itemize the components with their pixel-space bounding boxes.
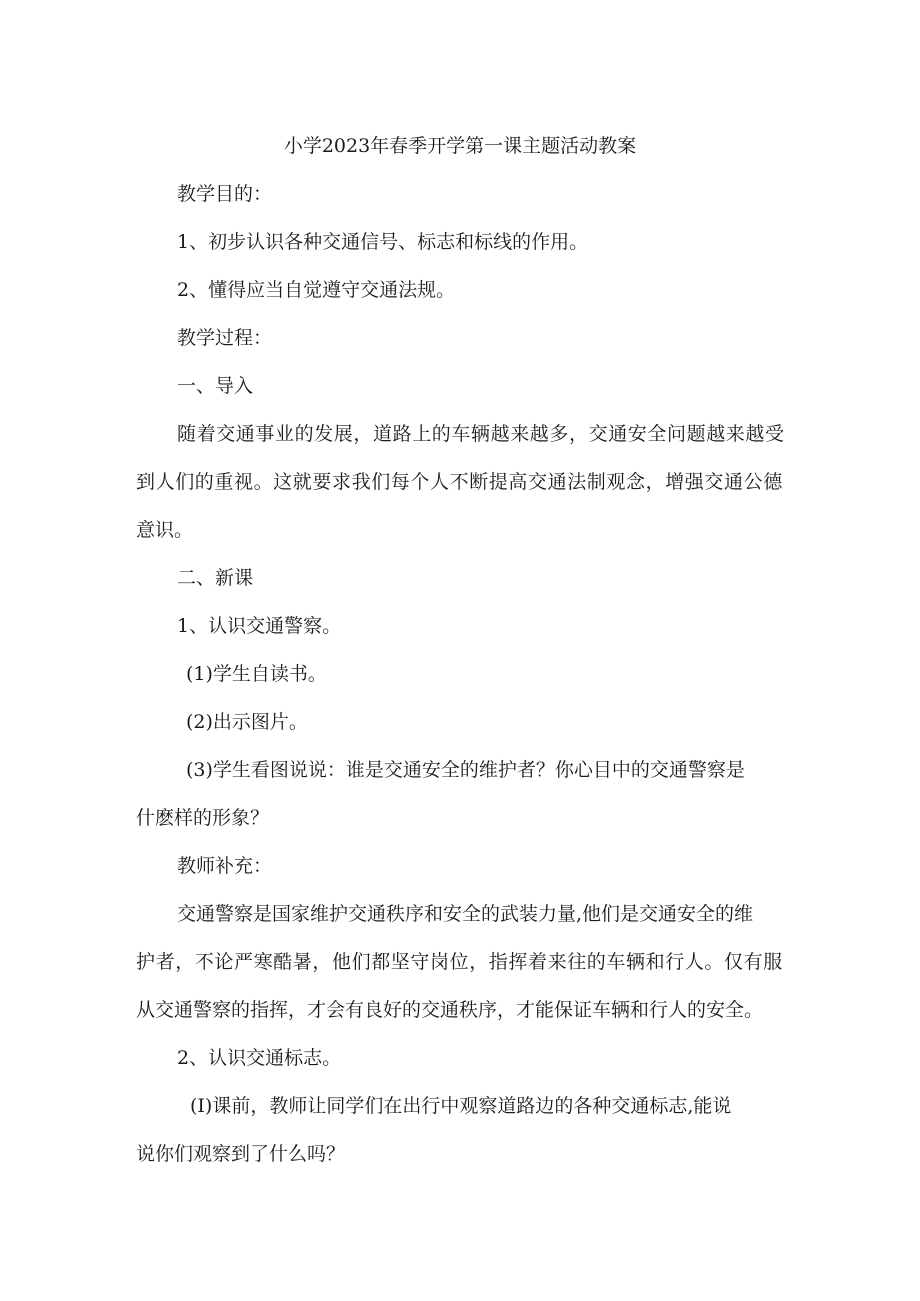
text-line: 2、懂得应当自觉遵守交通法规。 — [177, 279, 456, 301]
text-line: 到人们的重视。这就要求我们每个人不断提高交通法制观念，增强交通公德 — [136, 471, 783, 493]
text-line: 1、认识交通警察。 — [177, 615, 342, 637]
text-line: 从交通警察的指挥，才会有良好的交通秩序，才能保证车辆和行人的安全。 — [136, 999, 764, 1021]
text-line: 意识。 — [136, 519, 194, 541]
text-line: (I)课前，教师让同学们在出行中观察道路边的各种交通标志,能说 — [190, 1095, 732, 1117]
document-title: 小学2023年春季开学第一课主题活动教案 — [283, 135, 637, 157]
text-line: 教学目的： — [177, 183, 273, 205]
text-line: (2)出示图片。 — [186, 711, 308, 733]
text-line: 随着交通事业的发展，道路上的车辆越来越多，交通安全问题越来越受 — [177, 423, 785, 445]
text-line: (1)学生自读书。 — [186, 663, 327, 685]
text-line: 说你们观察到了什么吗？ — [136, 1143, 346, 1165]
text-line: 什麽样的形象？ — [136, 807, 270, 829]
text-line: 1、初步认识各种交通信号、标志和标线的作用。 — [177, 231, 589, 253]
text-line: 一、导入 — [177, 375, 254, 397]
text-line: 交通警察是国家维护交通秩序和安全的武装力量,他们是交通安全的维 — [177, 903, 754, 925]
text-line: 教师补充： — [177, 855, 273, 877]
text-line: 护者，不论严寒酷暑，他们都坚守岗位，指挥着来往的车辆和行人。仅有服 — [136, 951, 783, 973]
text-line: 教学过程： — [177, 327, 273, 349]
text-line: 2、认识交通标志。 — [177, 1047, 342, 1069]
text-line: (3)学生看图说说：谁是交通安全的维护者？你心目中的交通警察是 — [186, 759, 745, 781]
text-line: 二、新课 — [177, 567, 254, 589]
